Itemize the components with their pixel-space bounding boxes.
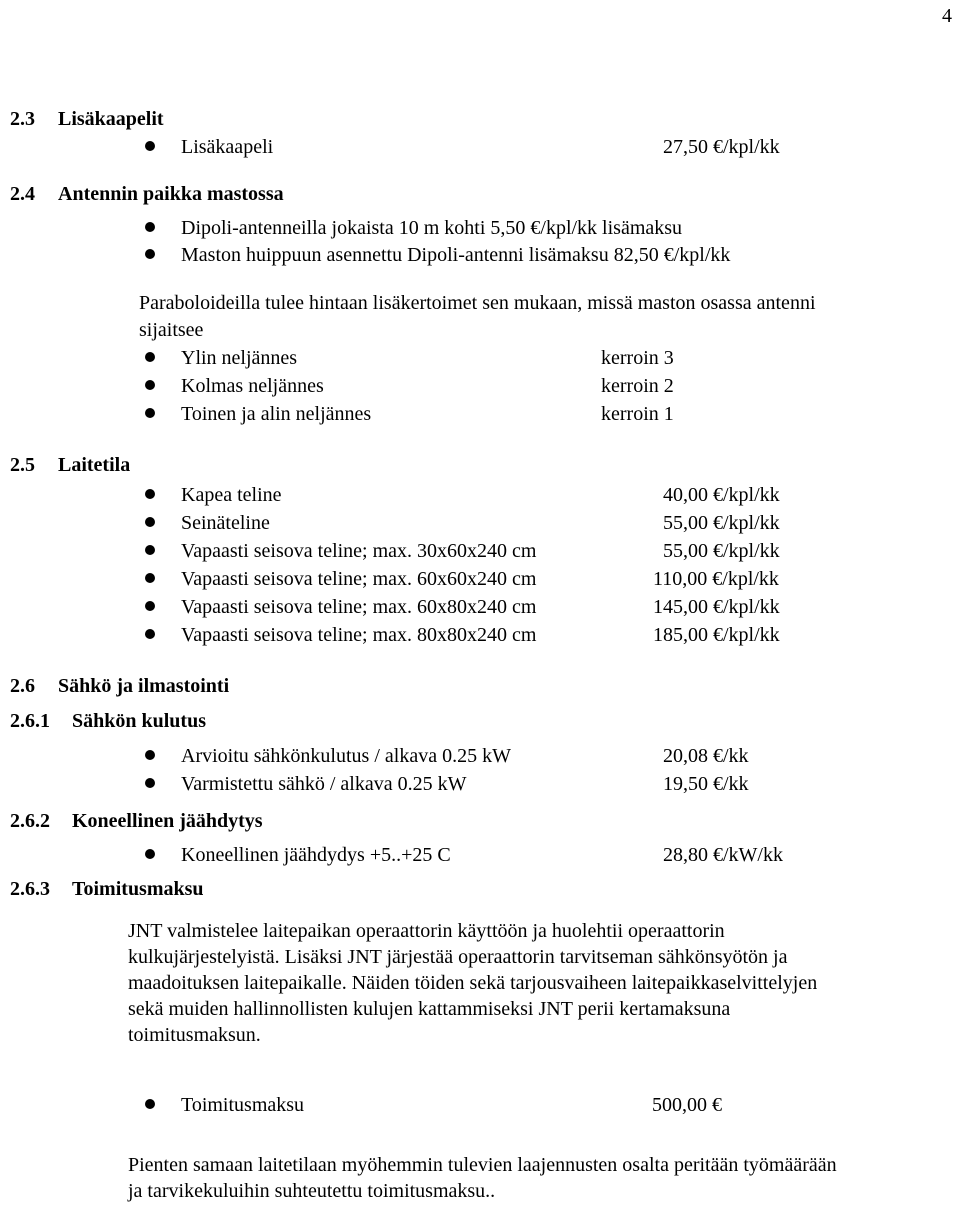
bullet-icon xyxy=(145,573,155,583)
rack-price: 55,00 €/kpl/kk xyxy=(663,512,780,534)
section-2-5-title: Laitetila xyxy=(58,454,131,476)
bullet-icon xyxy=(145,545,155,555)
paraboloid-paragraph-line-1: Paraboloideilla tulee hintaan lisäkertoimet sen mukaan, missä maston osassa antenni xyxy=(139,292,816,314)
bullet-icon xyxy=(145,352,155,362)
section-2-6-1-number: 2.6.1 xyxy=(10,710,50,732)
power-price: 20,08 €/kk xyxy=(663,745,749,767)
bullet-icon xyxy=(145,849,155,859)
dipole-extra-item: Dipoli-antenneilla jokaista 10 m kohti 5,50 €/kpl/kk lisämaksu xyxy=(181,217,683,239)
final-paragraph-line: ja tarvikekuluihin suhteutettu toimitusmaksu.. xyxy=(128,1180,496,1202)
factor-value: kerroin 2 xyxy=(601,375,674,397)
rack-price: 185,00 €/kpl/kk xyxy=(653,624,780,646)
rack-label: Kapea teline xyxy=(181,484,282,506)
section-2-4-title: Antennin paikka mastossa xyxy=(58,183,284,205)
bullet-icon xyxy=(145,601,155,611)
section-2-3-title: Lisäkaapelit xyxy=(58,108,164,130)
factor-value: kerroin 1 xyxy=(601,403,674,425)
section-2-6-number: 2.6 xyxy=(10,675,35,697)
factor-label: Kolmas neljännes xyxy=(181,375,324,397)
bullet-icon xyxy=(145,489,155,499)
rack-price: 40,00 €/kpl/kk xyxy=(663,484,780,506)
section-2-6-title: Sähkö ja ilmastointi xyxy=(58,675,230,697)
section-2-6-1-title: Sähkön kulutus xyxy=(72,710,206,732)
factor-label: Toinen ja alin neljännes xyxy=(181,403,372,425)
delivery-paragraph-line: JNT valmistelee laitepaikan operaattorin käyttöön ja huolehtii operaattorin xyxy=(128,920,725,942)
section-2-6-2-number: 2.6.2 xyxy=(10,810,50,832)
power-label: Arvioitu sähkönkulutus / alkava 0.25 kW xyxy=(181,745,511,767)
bullet-icon xyxy=(145,141,155,151)
paraboloid-paragraph-line-2: sijaitsee xyxy=(139,319,204,341)
rack-price: 55,00 €/kpl/kk xyxy=(663,540,780,562)
delivery-fee-price: 500,00 € xyxy=(652,1094,722,1116)
top-dipole-item: Maston huippuun asennettu Dipoli-antenni lisämaksu 82,50 €/kpl/kk xyxy=(181,244,731,266)
rack-price: 110,00 €/kpl/kk xyxy=(653,568,779,590)
factor-value: kerroin 3 xyxy=(601,347,674,369)
extra-cable-price: 27,50 €/kpl/kk xyxy=(663,136,780,158)
page-number: 4 xyxy=(942,5,952,27)
section-2-3-number: 2.3 xyxy=(10,108,35,130)
final-paragraph-line: Pienten samaan laitetilaan myöhemmin tulevien laajennusten osalta peritään työmäärään xyxy=(128,1154,837,1176)
power-label: Varmistettu sähkö / alkava 0.25 kW xyxy=(181,773,467,795)
cooling-price: 28,80 €/kW/kk xyxy=(663,844,783,866)
delivery-paragraph-line: sekä muiden hallinnollisten kulujen kattammiseksi JNT perii kertamaksuna xyxy=(128,998,731,1020)
section-2-6-2-title: Koneellinen jäähdytys xyxy=(72,810,263,832)
rack-label: Vapaasti seisova teline; max. 80x80x240 cm xyxy=(181,624,537,646)
rack-label: Seinäteline xyxy=(181,512,270,534)
rack-label: Vapaasti seisova teline; max. 60x60x240 cm xyxy=(181,568,537,590)
bullet-icon xyxy=(145,517,155,527)
factor-label: Ylin neljännes xyxy=(181,347,298,369)
bullet-icon xyxy=(145,778,155,788)
section-2-4-number: 2.4 xyxy=(10,183,35,205)
delivery-paragraph-line: toimitusmaksun. xyxy=(128,1024,261,1046)
bullet-icon xyxy=(145,380,155,390)
cooling-label: Koneellinen jäähdydys +5..+25 C xyxy=(181,844,451,866)
delivery-paragraph-line: kulkujärjestelyistä. Lisäksi JNT järjestää operaattorin tarvitseman sähkönsyötön ja xyxy=(128,946,788,968)
bullet-icon xyxy=(145,222,155,232)
bullet-icon xyxy=(145,1099,155,1109)
bullet-icon xyxy=(145,750,155,760)
bullet-icon xyxy=(145,408,155,418)
delivery-paragraph-line: maadoituksen laitepaikalle. Näiden töiden sekä tarjousvaiheen laitepaikkaselvittelyjen xyxy=(128,972,818,994)
rack-price: 145,00 €/kpl/kk xyxy=(653,596,780,618)
section-2-6-3-title: Toimitusmaksu xyxy=(72,878,204,900)
section-2-6-3-number: 2.6.3 xyxy=(10,878,50,900)
rack-label: Vapaasti seisova teline; max. 30x60x240 cm xyxy=(181,540,537,562)
bullet-icon xyxy=(145,629,155,639)
bullet-icon xyxy=(145,249,155,259)
delivery-fee-label: Toimitusmaksu xyxy=(181,1094,305,1116)
section-2-5-number: 2.5 xyxy=(10,454,35,476)
rack-label: Vapaasti seisova teline; max. 60x80x240 cm xyxy=(181,596,537,618)
extra-cable-label: Lisäkaapeli xyxy=(181,136,274,158)
power-price: 19,50 €/kk xyxy=(663,773,749,795)
